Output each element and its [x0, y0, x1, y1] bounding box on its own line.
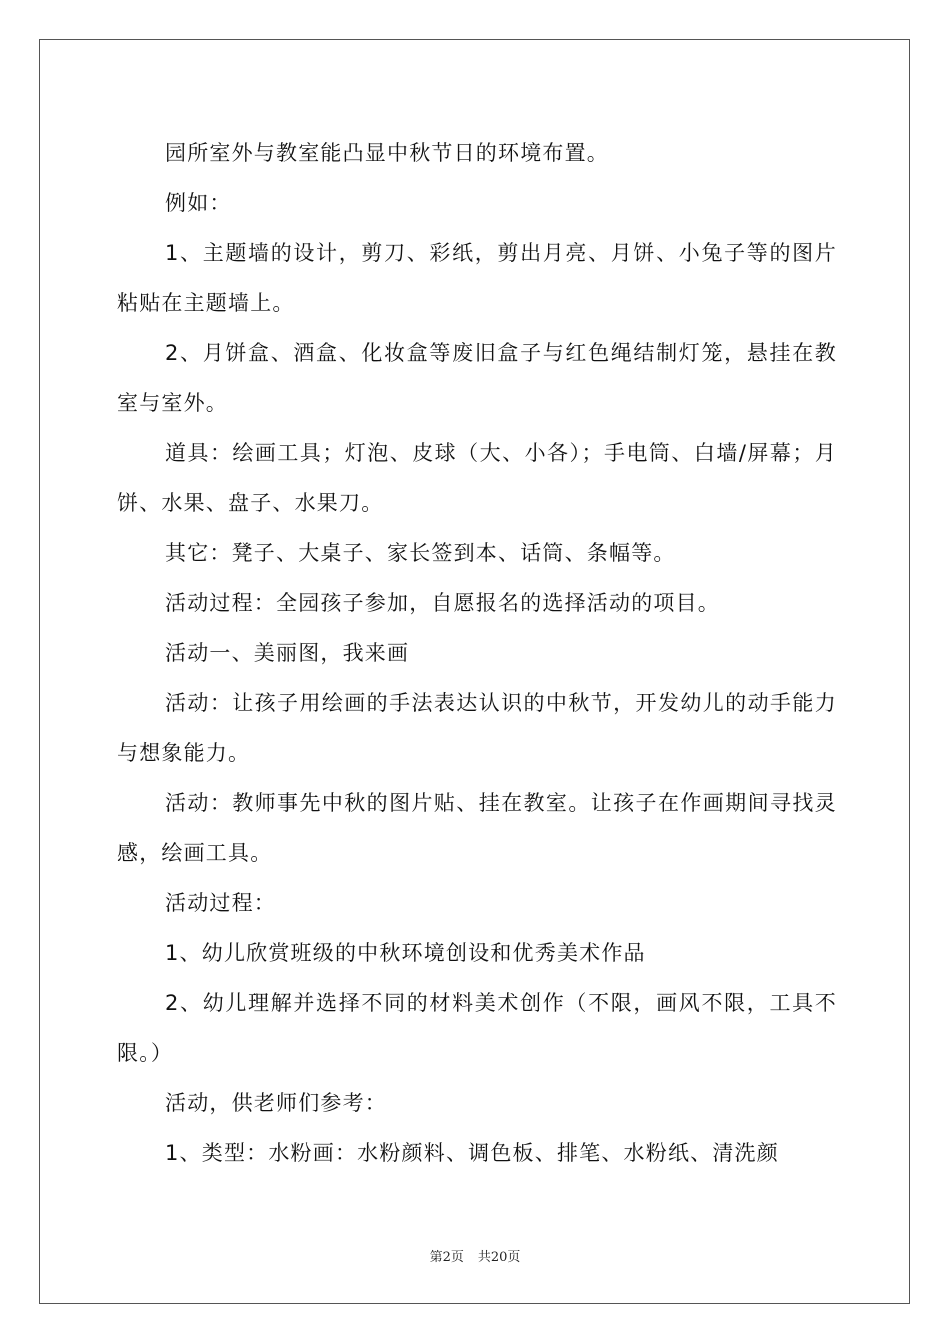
paragraph: 活动一、美丽图，我来画	[165, 641, 410, 665]
page-total: 共20页	[477, 1250, 521, 1265]
page-number: 第2页	[429, 1250, 464, 1265]
paragraph: 1、主题墙的设计，剪刀、彩纸，剪出月亮、月饼、小兔子等的图片粘贴在主题墙上。	[117, 241, 837, 315]
paragraph: 活动，供老师们参考：	[165, 1091, 387, 1115]
paragraph: 2、月饼盒、酒盒、化妆盒等废旧盒子与红色绳结制灯笼，悬挂在教室与室外。	[117, 341, 837, 415]
paragraph: 1、幼儿欣赏班级的中秋环境创设和优秀美术作品	[165, 941, 646, 965]
paragraph: 活动过程：	[165, 891, 276, 915]
paragraph: 例如：	[165, 191, 232, 215]
paragraph: 1、类型：水粉画：水粉颜料、调色板、排笔、水粉纸、清洗颜	[165, 1141, 779, 1165]
paragraph: 2、幼儿理解并选择不同的材料美术创作（不限，画风不限，工具不限。）	[117, 991, 837, 1065]
page-footer	[0, 1246, 950, 1265]
paragraph: 活动：让孩子用绘画的手法表达认识的中秋节，开发幼儿的动手能力与想象能力。	[117, 691, 837, 765]
document-body	[117, 128, 837, 1178]
paragraph: 其它：凳子、大桌子、家长签到本、话筒、条幅等。	[165, 541, 676, 565]
paragraph: 道具：绘画工具；灯泡、皮球（大、小各）；手电筒、白墙/屏幕；月饼、水果、盘子、水果刀。	[117, 441, 837, 515]
paragraph: 活动过程：全园孩子参加，自愿报名的选择活动的项目。	[165, 591, 720, 615]
paragraph: 活动：教师事先中秋的图片贴、挂在教室。让孩子在作画期间寻找灵感，绘画工具。	[117, 791, 837, 865]
paragraph: 园所室外与教室能凸显中秋节日的环境布置。	[165, 141, 609, 165]
